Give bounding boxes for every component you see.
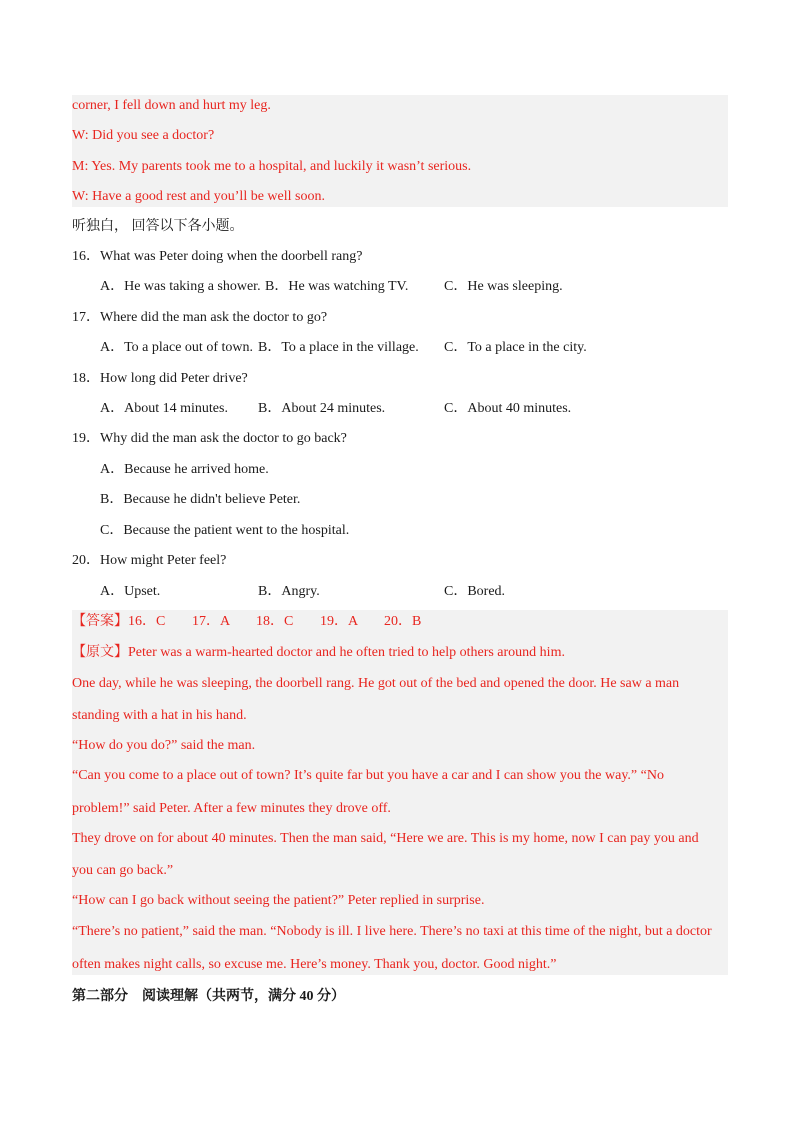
- original-line: “Can you come to a place out of town? It’s quite far but you have a car and I can show you the way.” “No: [72, 768, 664, 783]
- question-stem: 18．How long did Peter drive?: [72, 371, 248, 386]
- answer-item: 19．A: [320, 614, 359, 629]
- transcript-line: W: Have a good rest and you’ll be well soon.: [72, 189, 325, 204]
- original-line: One day, while he was sleeping, the doorbell rang. He got out of the bed and opened the door. He saw a man: [72, 676, 680, 691]
- transcript-line: W: Did you see a doctor?: [72, 128, 215, 143]
- option-a: A．To a place out of town.: [100, 340, 253, 355]
- option-c: C．About 40 minutes.: [444, 401, 572, 416]
- option-a: A．He was taking a shower.: [100, 279, 261, 294]
- option-c: C．Because the patient went to the hospital.: [100, 523, 350, 538]
- answer-item: 17．A: [192, 614, 231, 629]
- original-line: standing with a hat in his hand.: [72, 708, 247, 723]
- transcript-line: M: Yes. My parents took me to a hospital, and luckily it wasn’t serious.: [72, 159, 472, 174]
- option-a: A．About 14 minutes.: [100, 401, 228, 416]
- section-heading: 第二部分 阅读理解（共两节，满分 40 分）: [72, 989, 345, 1004]
- answer-item: 16．C: [128, 614, 166, 629]
- original-line: “How do you do?” said the man.: [72, 738, 256, 753]
- original-line: often makes night calls, so excuse me. Here’s money. Thank you, doctor. Good night.”: [72, 957, 557, 972]
- original-line: “How can I go back without seeing the patient?” Peter replied in surprise.: [72, 893, 485, 908]
- question-stem: 16．What was Peter doing when the doorbell rang?: [72, 249, 363, 264]
- original-line: you can go back.”: [72, 863, 174, 878]
- original-line: They drove on for about 40 minutes. Then the man said, “Here we are. This is my home, now I can pay you and: [72, 831, 699, 846]
- original-line: problem!” said Peter. After a few minutes they drove off.: [72, 801, 391, 816]
- option-a: A．Because he arrived home.: [100, 462, 269, 477]
- answer-key: [72, 612, 440, 632]
- original-line: “There’s no patient,” said the man. “Nobody is ill. I live here. There’s no taxi at this time of the night, but a doctor: [72, 924, 712, 939]
- transcript-line: corner, I fell down and hurt my leg.: [72, 98, 271, 113]
- original-label: 【原文】: [72, 645, 128, 660]
- answer-item: 18．C: [256, 614, 294, 629]
- question-stem: 19．Why did the man ask the doctor to go back?: [72, 431, 347, 446]
- option-a: A．Upset.: [100, 584, 161, 599]
- option-c: C．He was sleeping.: [444, 279, 563, 294]
- instruction: 听独白， 回答以下各小题。: [72, 219, 244, 234]
- option-b: B．Because he didn't believe Peter.: [100, 492, 301, 507]
- option-c: C．To a place in the city.: [444, 340, 587, 355]
- option-c: C．Bored.: [444, 584, 506, 599]
- answer-item: 20．B: [384, 614, 422, 629]
- option-b: B．He was watching TV.: [265, 279, 409, 294]
- answer-background: [72, 610, 728, 975]
- option-b: B．Angry.: [258, 584, 320, 599]
- original-first-line: [72, 643, 565, 663]
- question-stem: 20．How might Peter feel?: [72, 553, 227, 568]
- question-stem: 17．Where did the man ask the doctor to go?: [72, 310, 328, 325]
- option-b: B．To a place in the village.: [258, 340, 419, 355]
- answer-label: 【答案】: [72, 614, 128, 629]
- original-line: Peter was a warm-hearted doctor and he often tried to help others around him.: [128, 645, 565, 660]
- option-b: B．About 24 minutes.: [258, 401, 386, 416]
